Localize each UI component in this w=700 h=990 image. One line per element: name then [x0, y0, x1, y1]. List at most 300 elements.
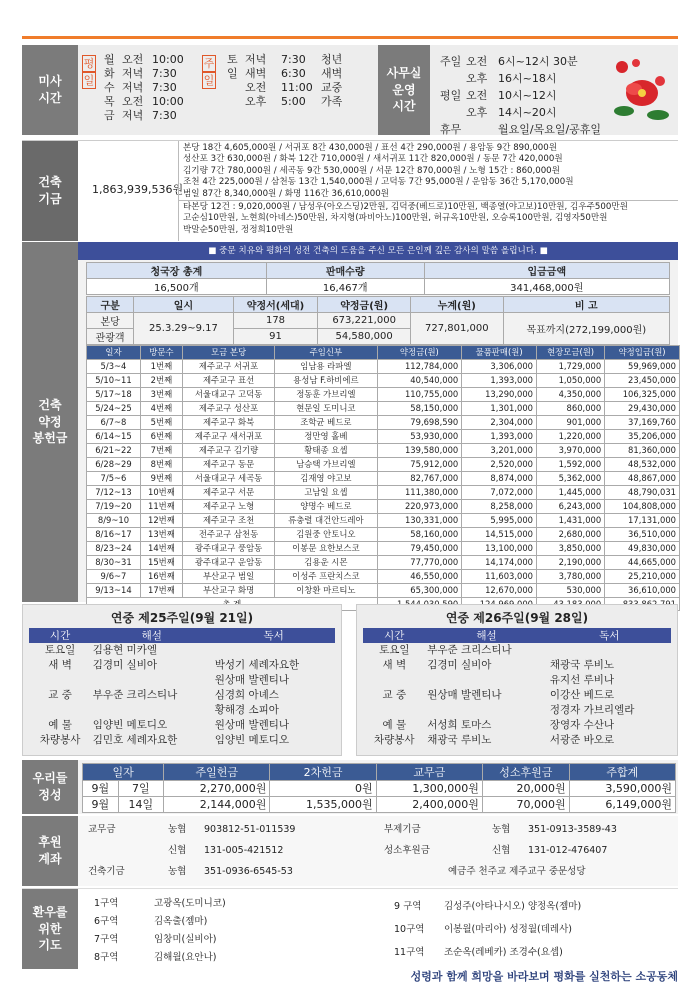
account-cell: 교무금	[88, 824, 116, 835]
liturgy-cell: 원상매 발렌티나	[214, 674, 290, 686]
schedule-row	[104, 81, 202, 95]
detail-row	[87, 401, 680, 415]
pledge-detail-table	[86, 345, 680, 611]
detail-row	[87, 457, 680, 471]
liturgy-cell	[91, 673, 213, 688]
liturgy-cell: 서성희 토마스	[427, 719, 492, 731]
detail-cell: 2번째	[140, 373, 182, 387]
detail-row	[87, 485, 680, 499]
detail-cell: 15번째	[140, 555, 182, 569]
detail-cell: 이봉문 요한보스코	[275, 541, 377, 555]
prayer-row	[94, 949, 314, 967]
schedule-row	[104, 53, 202, 67]
detail-header: 현장모금(원)	[537, 346, 605, 360]
liturgy-header-cell: 독서	[599, 630, 620, 642]
schedule-cell: 새벽	[245, 67, 267, 80]
offering-header: 성소후원금	[482, 764, 569, 781]
summary-header: 판매수량	[266, 263, 424, 279]
detail-cell: 130,331,000	[377, 513, 462, 527]
detail-cell: 류충렬 대건안드레아	[275, 513, 377, 527]
accounts-section	[22, 816, 678, 886]
detail-row	[87, 541, 680, 555]
offering-row	[83, 797, 676, 813]
building-fund-total: 1,863,939,536원	[92, 183, 184, 196]
category-header: 일시	[134, 297, 234, 313]
detail-cell: 5/17~18	[87, 387, 141, 401]
detail-cell: 110,755,000	[377, 387, 462, 401]
schedule-cell: 오후	[466, 106, 488, 119]
prayer-cell: 10구역	[394, 924, 425, 935]
detail-cell: 82,767,000	[377, 471, 462, 485]
prayer-row	[94, 895, 314, 913]
liturgy-row	[29, 733, 334, 748]
prayer-row	[394, 941, 674, 964]
schedule-cell: 평일	[440, 89, 462, 102]
account-cell: 131-012-476407	[528, 845, 608, 856]
category-header: 구분	[87, 297, 134, 313]
detail-cell: 2,190,000	[537, 555, 605, 569]
schedule-row	[227, 67, 361, 81]
detail-cell: 1,729,000	[537, 359, 605, 373]
liturgy-cell: 채광국 루비노	[549, 659, 615, 671]
liturgy-cell: 유지선 루비나	[549, 674, 615, 686]
liturgy-cell: 교 중	[48, 689, 72, 701]
account-holder: 예금주 천주교 제주교구 중문성당	[448, 866, 586, 877]
liturgy-cell: 부우준 크리스티나	[427, 644, 512, 656]
liturgy-cell	[213, 643, 335, 658]
fund-line: 타본당 12건 : 9,020,000원 / 남성우(아오스딩)2만원, 김덕중(베드로)10만원, 백종열(야고보)10만원, 김우주500만원	[183, 202, 628, 212]
detail-cell: 조학균 베드로	[275, 415, 377, 429]
prayer-row	[94, 913, 314, 931]
liturgy-header-cell: 독서	[263, 630, 284, 642]
offering-cell: 14일	[118, 797, 164, 813]
liturgy-cell: 토요일	[44, 644, 76, 656]
offering-header: 일자	[83, 764, 164, 781]
detail-cell: 5,362,000	[537, 471, 605, 485]
sunday-tag-1: 주	[203, 57, 215, 70]
detail-cell: 75,912,000	[377, 457, 462, 471]
liturgy-cell: 교 중	[382, 689, 407, 701]
offering-cell: 7일	[118, 781, 164, 797]
footer-motto: 성령과 함께 희망을 바라보며 평화를 실천하는 소공동체	[410, 970, 678, 983]
liturgy-cell: 예 물	[382, 719, 407, 731]
detail-cell: 광주대교구 운암동	[182, 555, 274, 569]
fund-line: 고순심10만원, 노현희(아네스)50만원, 차지형(파비아노)100만원, 허규옥10만원, 오승록100만원, 김영자50만원	[183, 213, 608, 224]
detail-cell: 제주교구 김기량	[182, 443, 274, 457]
detail-cell: 5,995,000	[462, 513, 537, 527]
detail-cell: 제주교구 노형	[182, 499, 274, 513]
prayer-cell: 1구역	[94, 898, 119, 909]
detail-cell: 1,301,000	[462, 401, 537, 415]
liturgy-cell: 정경자 가브리엘라	[549, 704, 635, 716]
detail-cell: 서울대교구 세곡동	[182, 471, 274, 485]
liturgy-row	[363, 733, 670, 748]
detail-cell: 44,665,000	[605, 555, 680, 569]
detail-cell: 제주교구 서귀포	[182, 359, 274, 373]
account-cell: 신협	[168, 845, 187, 856]
liturgy-table	[363, 628, 670, 748]
account-cell: 농협	[492, 824, 511, 835]
liturgy-week25	[22, 604, 342, 756]
detail-cell: 8/23~24	[87, 541, 141, 555]
detail-cell: 양명수 베드로	[275, 499, 377, 513]
schedule-cell: 오전	[245, 81, 267, 94]
liturgy-row	[29, 703, 334, 718]
detail-cell: 5/24~25	[87, 401, 141, 415]
top-accent-bar	[22, 36, 678, 39]
detail-row	[87, 583, 680, 597]
detail-row	[87, 443, 680, 457]
schedule-cell: 16시~18시	[498, 72, 557, 85]
prayer-cell: 김해월(요안나)	[154, 952, 217, 963]
schedule-cell: 오후	[466, 72, 488, 85]
liturgy-cell: 차량봉사	[374, 734, 415, 746]
detail-cell: 6/21~22	[87, 443, 141, 457]
schedule-cell: 오후	[245, 95, 267, 108]
schedule-cell: 6:30	[281, 67, 306, 80]
detail-cell: 이성주 프란치스코	[275, 569, 377, 583]
detail-cell: 46,550,000	[377, 569, 462, 583]
cat-cell: 54,580,000	[318, 329, 411, 345]
schedule-cell: 저녁	[122, 81, 144, 94]
detail-cell: 3,970,000	[537, 443, 605, 457]
detail-cell: 37,169,760	[605, 415, 680, 429]
fund-line: 성산포 3간 630,000원 / 화북 12간 710,000원 / 새서귀포 11간 820,000원 / 동문 7간 420,000원	[183, 154, 563, 165]
detail-cell: 용성남 F.하비에르	[275, 373, 377, 387]
prayer-cell: 8구역	[94, 952, 119, 963]
liturgy-row	[29, 718, 334, 733]
detail-row	[87, 387, 680, 401]
detail-cell: 7,072,000	[462, 485, 537, 499]
weekday-tag	[82, 55, 96, 89]
prayer-cell: 이봉월(마리아) 성정월(데레사)	[444, 924, 572, 935]
detail-cell: 14,515,000	[462, 527, 537, 541]
detail-cell: 현문일 도미니코	[275, 401, 377, 415]
cat-cell: 673,221,000	[318, 313, 411, 329]
detail-cell: 11,603,000	[462, 569, 537, 583]
schedule-row	[104, 67, 202, 81]
detail-cell: 36,510,000	[605, 527, 680, 541]
liturgy-cell	[91, 703, 213, 718]
schedule-cell: 7:30	[152, 67, 177, 80]
category-header: 비 고	[503, 297, 669, 313]
detail-row	[87, 555, 680, 569]
offering-label: 우리들 정성	[22, 760, 78, 814]
detail-cell: 3번째	[140, 387, 182, 401]
liturgy-cell: 원상매 발렌티나	[427, 689, 502, 701]
detail-cell: 제주교구 표선	[182, 373, 274, 387]
detail-cell: 7/12~13	[87, 485, 141, 499]
schedule-cell: 11:00	[281, 81, 313, 94]
liturgy-cell	[29, 703, 90, 718]
prayer-row	[394, 895, 674, 918]
schedule-cell: 토	[227, 53, 238, 66]
detail-cell: 9/13~14	[87, 583, 141, 597]
schedule-cell: 목	[104, 95, 115, 108]
detail-header: 일자	[87, 346, 141, 360]
offering-header: 주합계	[569, 764, 675, 781]
schedule-cell: 교중	[321, 81, 343, 94]
detail-cell: 17번째	[140, 583, 182, 597]
fund-line: 조천 4간 225,000원 / 삼천동 13간 1,540,000원 / 고덕동 7간 95,000원 / 운암동 36간 5,170,000원	[183, 177, 574, 188]
building-fund-section	[22, 140, 678, 240]
offering-header-row	[83, 764, 676, 781]
detail-cell: 광주대교구 풍암동	[182, 541, 274, 555]
detail-cell: 서울대교구 고덕동	[182, 387, 274, 401]
detail-row	[87, 513, 680, 527]
prayer-section	[22, 888, 678, 968]
liturgy-row	[29, 643, 334, 658]
detail-cell: 정만영 홀베	[275, 429, 377, 443]
detail-cell: 12,670,000	[462, 583, 537, 597]
offering-cell: 3,590,000원	[569, 781, 675, 797]
weekday-schedule	[104, 53, 202, 123]
fund-line: 본당 18간 4,605,000원 / 서귀포 8간 430,000원 / 표선 4간 290,000원 / 용암동 9간 890,000원	[183, 143, 558, 153]
account-cell: 부제기금	[384, 824, 421, 835]
category-header: 약정금(원)	[318, 297, 411, 313]
sunday-tag	[202, 55, 216, 89]
detail-cell: 48,532,000	[605, 457, 680, 471]
schedule-cell: 오전	[122, 95, 144, 108]
liturgy-cell: 토요일	[379, 644, 410, 656]
schedule-row	[227, 81, 361, 95]
detail-header: 방문수	[140, 346, 182, 360]
liturgy-title: 연중 제25주일(9월 21일)	[110, 611, 254, 625]
detail-cell: 23,450,000	[605, 373, 680, 387]
detail-row	[87, 359, 680, 373]
schedule-cell: 새벽	[321, 67, 343, 80]
detail-cell: 2,304,000	[462, 415, 537, 429]
detail-row	[87, 373, 680, 387]
liturgy-cell	[548, 643, 671, 658]
fund-line: 범일 87간 8,340,000원 / 화명 116간 36,610,000원	[183, 188, 389, 199]
cat-note: 목표까지(272,199,000원)	[503, 313, 669, 345]
detail-cell: 7번째	[140, 443, 182, 457]
detail-cell: 4번째	[140, 401, 182, 415]
accounts-label: 후원 계좌	[22, 816, 78, 886]
schedule-cell: 10:00	[152, 53, 184, 66]
detail-header: 약정금(원)	[377, 346, 462, 360]
schedule-cell: 오전	[466, 89, 488, 102]
liturgy-cell	[425, 703, 548, 718]
liturgy-cell: 김경미 실비아	[427, 659, 492, 671]
detail-cell: 8번째	[140, 457, 182, 471]
schedule-row	[440, 53, 608, 70]
account-cell: 131-005-421512	[204, 845, 284, 856]
account-cell: 351-0913-3589-43	[528, 824, 617, 835]
cat-cell: 91	[233, 329, 318, 345]
detail-cell: 35,206,000	[605, 429, 680, 443]
prayer-left-list	[94, 895, 314, 967]
liturgy-row	[363, 688, 670, 703]
cat-cell: 본당	[87, 313, 134, 329]
detail-cell: 59,969,000	[605, 359, 680, 373]
schedule-row	[104, 95, 202, 109]
liturgy-header-cell: 해설	[476, 630, 497, 642]
detail-cell: 530,000	[537, 583, 605, 597]
liturgy-row	[363, 658, 670, 673]
detail-cell: 4,350,000	[537, 387, 605, 401]
liturgy-title: 연중 제26주일(9월 28일)	[445, 611, 589, 625]
liturgy-cell: 심경희 아녜스	[214, 689, 279, 701]
account-row	[88, 861, 678, 882]
liturgy-week26	[356, 604, 678, 756]
prayer-row	[94, 931, 314, 949]
liturgy-row	[363, 703, 670, 718]
detail-header: 모금 본당	[182, 346, 274, 360]
detail-cell: 2,520,000	[462, 457, 537, 471]
detail-cell: 8/16~17	[87, 527, 141, 541]
detail-cell: 김원중 안토니오	[275, 527, 377, 541]
detail-cell: 황태종 요셉	[275, 443, 377, 457]
schedule-row	[440, 87, 608, 104]
weekday-tag-1: 평	[83, 57, 95, 70]
detail-cell: 6/14~15	[87, 429, 141, 443]
schedule-cell: 수	[104, 81, 115, 94]
schedule-cell: 월	[104, 53, 115, 66]
offering-cell: 1,535,000원	[270, 797, 376, 813]
detail-row	[87, 471, 680, 485]
liturgy-cell	[425, 673, 548, 688]
liturgy-cell: 채광국 루비노	[427, 734, 492, 746]
detail-cell: 제주교구 새서귀포	[182, 429, 274, 443]
detail-cell: 220,973,000	[377, 499, 462, 513]
pledge-label: 건축 약정 봉헌금	[22, 242, 78, 602]
detail-cell: 13,100,000	[462, 541, 537, 555]
schedule-cell: 주일	[440, 55, 462, 68]
detail-cell: 860,000	[537, 401, 605, 415]
detail-cell: 14번째	[140, 541, 182, 555]
liturgy-table	[29, 628, 334, 748]
detail-row	[87, 499, 680, 513]
summary-value: 341,468,000원	[424, 279, 669, 295]
detail-cell: 48,790,031	[605, 485, 680, 499]
detail-cell: 제주교구 성산포	[182, 401, 274, 415]
schedule-cell: 7:30	[152, 81, 177, 94]
detail-cell: 1,445,000	[537, 485, 605, 499]
detail-cell: 9번째	[140, 471, 182, 485]
liturgy-row	[29, 658, 334, 673]
schedule-cell: 가족	[321, 95, 343, 108]
offering-cell: 20,000원	[482, 781, 569, 797]
schedule-cell: 금	[104, 109, 115, 122]
account-cell: 성소후원금	[384, 845, 430, 856]
detail-row	[87, 415, 680, 429]
detail-cell: 11번째	[140, 499, 182, 513]
detail-cell: 13,290,000	[462, 387, 537, 401]
detail-cell: 5/3~4	[87, 359, 141, 373]
detail-cell: 1,050,000	[537, 373, 605, 387]
office-hours-schedule	[440, 53, 608, 138]
prayer-cell: 7구역	[94, 934, 119, 945]
detail-cell: 7/19~20	[87, 499, 141, 513]
cat-cell: 관광객	[87, 329, 134, 345]
detail-cell: 부산교구 화명	[182, 583, 274, 597]
account-cell: 농협	[168, 824, 187, 835]
liturgy-row	[363, 718, 670, 733]
detail-cell: 79,698,590	[377, 415, 462, 429]
detail-cell: 58,150,000	[377, 401, 462, 415]
weekday-tag-2: 일	[83, 74, 95, 87]
detail-cell: 58,160,000	[377, 527, 462, 541]
category-header: 약정서(세대)	[233, 297, 318, 313]
liturgy-cell: 예 물	[48, 719, 72, 731]
fund-line: 김기량 7간 780,000원 / 세곡동 9간 530,000원 / 서문 12간 870,000원 / 노형 15간 : 860,000원	[183, 165, 560, 176]
detail-cell: 제주교구 화북	[182, 415, 274, 429]
detail-cell: 정동훈 가브리엘	[275, 387, 377, 401]
liturgy-cell: 장영자 수산나	[549, 719, 615, 731]
mass-times-label: 미사 시간	[22, 45, 78, 135]
prayer-row	[394, 918, 674, 941]
detail-cell: 6/28~29	[87, 457, 141, 471]
liturgy-header-cell: 해설	[141, 630, 162, 642]
detail-cell: 6/7~8	[87, 415, 141, 429]
schedule-cell: 오전	[122, 53, 144, 66]
detail-cell: 남승택 가브리엘	[275, 457, 377, 471]
detail-cell: 제주교구 동문	[182, 457, 274, 471]
schedule-row	[104, 109, 202, 123]
schedule-cell: 저녁	[122, 67, 144, 80]
account-row	[88, 819, 678, 840]
detail-cell: 8,258,000	[462, 499, 537, 513]
detail-cell: 1,393,000	[462, 429, 537, 443]
liturgy-row	[363, 673, 670, 688]
schedule-cell: 화	[104, 67, 115, 80]
detail-cell: 제주교구 서문	[182, 485, 274, 499]
liturgy-cell: 김경미 실비아	[92, 659, 157, 671]
detail-cell: 1,592,000	[537, 457, 605, 471]
detail-cell: 이창환 마르티노	[275, 583, 377, 597]
detail-cell: 29,430,000	[605, 401, 680, 415]
prayer-cell: 김옥출(젬마)	[154, 916, 208, 927]
detail-cell: 10번째	[140, 485, 182, 499]
detail-cell: 9/6~7	[87, 569, 141, 583]
detail-cell: 고남일 요셉	[275, 485, 377, 499]
detail-cell: 3,780,000	[537, 569, 605, 583]
summary-header: 청국장 총계	[87, 263, 267, 279]
pledge-section	[22, 242, 678, 602]
schedule-cell: 7:30	[152, 109, 177, 122]
detail-cell: 16번째	[140, 569, 182, 583]
liturgy-cell: 원상매 발렌티나	[214, 719, 290, 731]
detail-cell: 2,680,000	[537, 527, 605, 541]
pledge-category-table	[86, 296, 670, 345]
schedule-cell: 7:30	[281, 53, 306, 66]
schedule-cell: 청년	[321, 53, 343, 66]
liturgy-cell: 이강산 베드로	[549, 689, 615, 701]
offering-section	[22, 760, 678, 814]
liturgy-cell: 박성기 세례자요한	[214, 659, 300, 671]
detail-cell: 12번째	[140, 513, 182, 527]
cat-cell: 178	[233, 313, 318, 329]
detail-row	[87, 527, 680, 541]
schedule-cell: 5:00	[281, 95, 306, 108]
liturgy-row	[29, 688, 334, 703]
liturgy-cell	[363, 673, 425, 688]
schedule-cell: 6시~12시 30분	[498, 55, 578, 68]
detail-cell: 7/5~6	[87, 471, 141, 485]
schedule-cell: 14시~20시	[498, 106, 557, 119]
prayer-label: 환우를 위한 기도	[22, 889, 78, 969]
liturgy-row	[29, 673, 334, 688]
liturgy-cell: 김민호 세례자요한	[92, 734, 178, 746]
schedule-cell: 일	[227, 67, 238, 80]
detail-cell: 김재영 야고보	[275, 471, 377, 485]
liturgy-cell: 새 벽	[382, 659, 407, 671]
offering-cell: 2,400,000원	[376, 797, 482, 813]
detail-header: 물품판매(원)	[462, 346, 537, 360]
liturgy-header	[29, 628, 334, 643]
